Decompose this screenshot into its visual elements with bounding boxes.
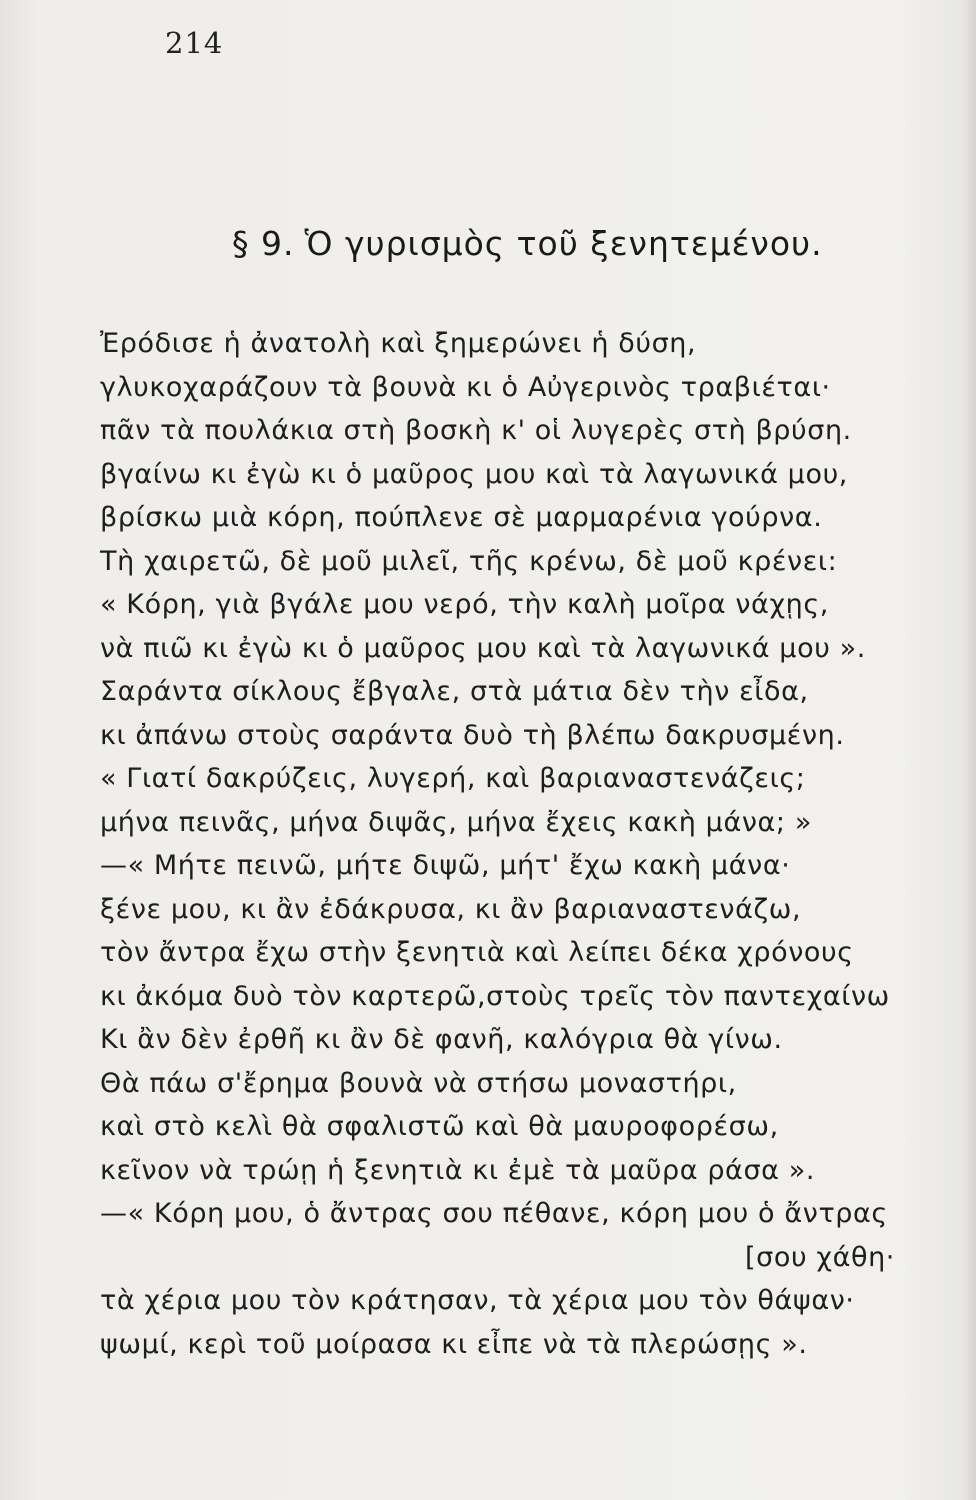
poem-line: « Κόρη, γιὰ βγάλε μου νερό, τὴν καλὴ μοῖρα νάχῃς, <box>100 589 829 620</box>
page-edge-shadow <box>962 0 976 1500</box>
poem-line: κι ἀπάνω στοὺς σαράντα δυὸ τὴ βλέπω δακρυσμένη. <box>100 719 845 751</box>
poem-line: —« Κόρη μου, ὁ ἄντρας σου πέθανε, κόρη μου ὁ ἄντρας <box>100 1198 888 1229</box>
poem-line: Τὴ χαιρετῶ, δὲ μοῦ μιλεῖ, τῆς κρένω, δὲ μοῦ κρένει: <box>100 545 838 577</box>
section-title: Ὁ γυρισμὸς τοῦ ξενητεμένου. <box>304 224 823 263</box>
poem-line: ξένε μου, κι ἂν ἐδάκρυσα, κι ἂν βαριαναστενάζω, <box>100 893 802 925</box>
poem-text <box>100 322 930 1366</box>
poem-line: βγαίνω κι ἐγὼ κι ὁ μαῦρος μου καὶ τὰ λαγωνικά μου, <box>100 458 848 490</box>
poem-line: Ἐρόδισε ἡ ἀνατολὴ καὶ ξημερώνει ἡ δύση, <box>100 328 697 359</box>
poem-line: τὸν ἄντρα ἔχω στὴν ξενητιὰ καὶ λείπει δέκα χρόνους <box>100 937 854 968</box>
poem-line: βρίσκω μιὰ κόρη, πούπλενε σὲ μαρμαρένια γούρνα. <box>100 502 823 533</box>
poem-line: Κι ἂν δὲν ἐρθῆ κι ἂν δὲ φανῆ, καλόγρια θὰ γίνω. <box>100 1024 783 1055</box>
poem-line: Θὰ πάω σ'ἔρημα βουνὰ νὰ στήσω μοναστήρι, <box>100 1067 737 1099</box>
poem-line: κεῖνον νὰ τρώῃ ἡ ξενητιὰ κι ἐμὲ τὰ μαῦρα ράσα ». <box>100 1154 816 1186</box>
poem-line: « Γιατί δακρύζεις, λυγερή, καὶ βαριαναστενάζεις; <box>100 763 806 794</box>
poem-line: —« Μήτε πεινῶ, μήτε διψῶ, μήτ' ἔχω κακὴ μάνα· <box>100 850 791 881</box>
poem-line: Σαράντα σίκλους ἔβγαλε, στὰ μάτια δὲν τὴν εἶδα, <box>100 676 809 707</box>
page-number: 214 <box>165 26 224 60</box>
poem-line: ψωμί, κερὶ τοῦ μοίρασα κι εἶπε νὰ τὰ πλερώσῃς ». <box>100 1328 808 1360</box>
poem-line: καὶ στὸ κελὶ θὰ σφαλιστῶ καὶ θὰ μαυροφορέσω, <box>100 1111 779 1142</box>
section-heading <box>232 224 833 263</box>
poem-line: πᾶν τὰ πουλάκια στὴ βοσκὴ κ' οἱ λυγερὲς στὴ βρύση. <box>100 415 852 446</box>
poem-line-continuation: [σου χάθη· <box>745 1241 895 1273</box>
section-mark: § 9. <box>232 224 295 263</box>
poem-line: κι ἀκόμα δυὸ τὸν καρτερῶ,στοὺς τρεῖς τὸν παντεχαίνω <box>100 980 890 1012</box>
poem-line: γλυκοχαράζουν τὰ βουνὰ κι ὁ Αὐγερινὸς τραβιέται· <box>100 371 831 403</box>
poem-line: νὰ πιῶ κι ἐγὼ κι ὁ μαῦρος μου καὶ τὰ λαγωνικά μου ». <box>100 632 866 664</box>
poem-line: μήνα πεινᾶς, μήνα διψᾶς, μήνα ἔχεις κακὴ μάνα; » <box>100 806 812 838</box>
poem-line: τὰ χέρια μου τὸν κράτησαν, τὰ χέρια μου τὸν θάψαν· <box>100 1285 855 1316</box>
